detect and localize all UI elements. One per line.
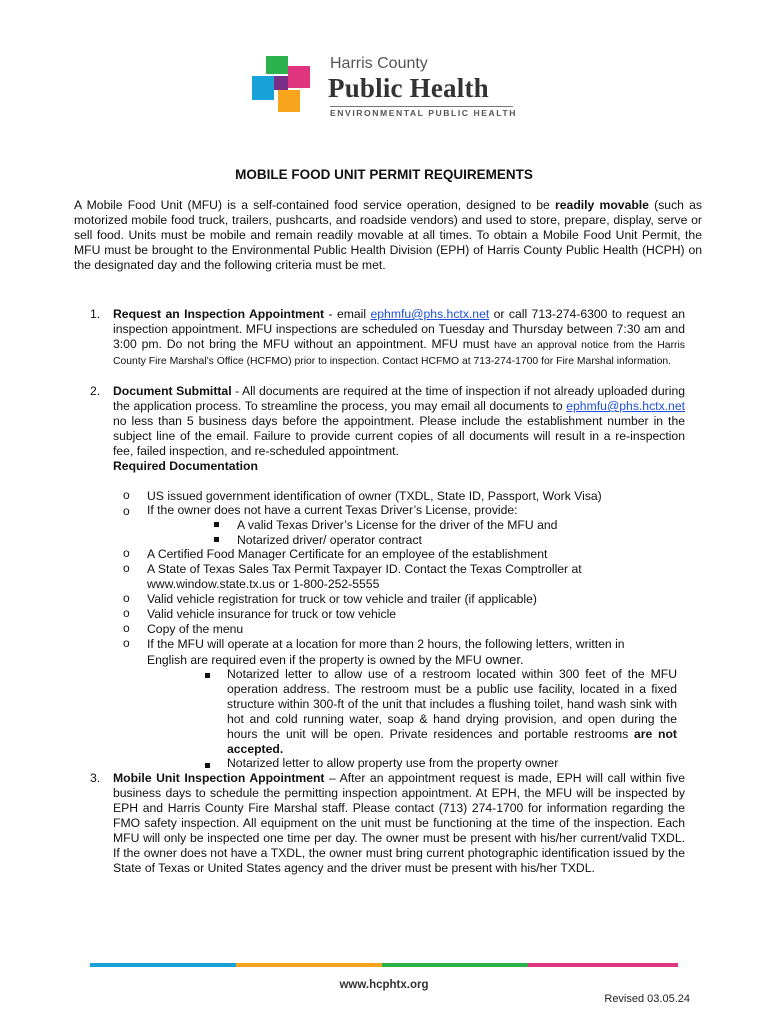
list-item: A Certified Food Manager Certificate for an employee of the establishment [147,547,548,561]
revision-date: Revised 03.05.24 [604,993,690,1005]
restroom-letter-bold: are not accepted. [227,727,677,756]
org-name: Public Health [328,73,489,103]
org-divider [330,106,513,107]
list-item: If the MFU will operate at a location for more than 2 hours, the following letters, written in [147,637,625,651]
list-item-continued-end: owner. [481,652,524,667]
email-link[interactable]: ephmfu@phs.hctx.net [370,307,490,321]
list-bullet: o [123,621,130,635]
list-item: Valid vehicle registration for truck or tow vehicle and trailer (if applicable) [147,592,537,606]
list-item-continued: www.window.state.tx.us or 1-800-252-5555 [147,577,380,591]
footer-bar-orange [236,963,382,967]
square-bullet [205,673,210,678]
email-link[interactable]: ephmfu@phs.hctx.net [566,399,685,413]
square-bullet [214,537,219,542]
square-bullet [214,522,219,527]
footer-bar-green [382,963,528,967]
section-3-heading: Mobile Unit Inspection Appointment [113,771,325,785]
section-1-small-text: have an approval notice from the Harris County Fire Marshal’s Office (HCFMO) prior to inspection. Contact HCFMO at 713-274-1700 for Fire Marshal information. [113,340,686,367]
section-1-text-b: or call 713-274-6300 to request an inspection appointment. MFU inspections are scheduled on Tuesday and Thursday between 7:30 am and 3:00 pm. Do not bring the MFU without an appointment. MFU must [113,307,685,351]
list-bullet: o [123,504,130,518]
hcph-logo [252,52,532,118]
section-3-text: – After an appointment request is made, EPH will call within five business days to schedule the permitting inspection appointment. At EPH, the MFU will be inspected by EPH and Harris County Fire Marshal staff. Please contact (713) 274-1700 for information regarding the FMO safety inspection. All equipment on the unit must be functioning at the time of the inspection. Each MFU will only be inspected one time per day. The owner must be present with his/her current/valid TXDL. If the owner does not have a TXDL, the owner must bring current photographic identification issued by the State of Texas or United States agency and the driver must be present with his/her TXDL. [113,771,685,875]
list-subitem: Notarized letter to allow property use from the property owner [227,756,559,770]
list-subitem: A valid Texas Driver’s License for the driver of the MFU and [237,518,558,532]
list-item: If the owner does not have a current Texas Driver’s License, provide: [147,503,518,517]
section-2-number: 2. [90,384,101,398]
list-item-continued [147,652,524,668]
list-bullet: o [123,561,130,575]
section-1-heading: Request an Inspection Appointment [113,307,325,321]
section-3-number: 3. [90,771,101,785]
org-county: Harris County [330,55,428,72]
list-item: Copy of the menu [147,622,244,636]
section-1-text-a: - email [324,307,371,321]
list-bullet: o [123,636,130,650]
restroom-letter-item [227,667,677,757]
intro-text-b: (such as motorized mobile food truck, trailers, pushcarts, and roadside vendors) and used to store, prepare, display, serve or sell food. Units must be mobile and remain readily movable at all times. To obtain a Mobile Food Unit Permit, the MFU must be brought to the Environmental Public Health Division (EPH) of Harris County Public Health (HCPH) on the designated day and the following criteria must be met. [74,198,702,272]
list-bullet: o [123,591,130,605]
section-1-body [113,307,685,369]
list-item: A State of Texas Sales Tax Permit Taxpayer ID. Contact the Texas Comptroller at [147,562,582,576]
required-docs-heading: Required Documentation [113,459,258,473]
footer-bar-blue [90,963,236,967]
section-2-text-a: - All documents are required at the time of inspection if not already uploaded during the application process. To streamline the process, you may email all documents to [113,384,686,413]
section-2-body [113,384,685,474]
intro-paragraph [74,198,702,273]
square-bullet [205,763,210,768]
intro-text-a: A Mobile Food Unit (MFU) is a self-contained food service operation, designed to be [74,198,556,212]
page-title: MOBILE FOOD UNIT PERMIT REQUIREMENTS [235,167,533,182]
section-2-heading: Document Submittal [113,384,232,398]
list-item-continued-text: English are required even if the property is owned by the MFU [147,653,482,667]
section-2-text-b: no less than 5 business days before the appointment. Please include the establishment number in the subject line of the email. Failure to provide current copies of all documents will result in a re-inspection fee, failed inspection, and re-scheduled appointment. [113,414,685,458]
list-bullet: o [123,546,130,560]
section-1-number: 1. [90,307,101,321]
list-subitem: Notarized driver/ operator contract [237,533,422,547]
section-3-body [113,771,685,876]
list-item: Valid vehicle insurance for truck or tow vehicle [147,607,397,621]
list-item: US issued government identification of owner (TXDL, State ID, Passport, Work Visa) [147,489,602,503]
footer-bar-pink [528,963,678,967]
restroom-letter-text: Notarized letter to allow use of a restroom located within 300 feet of the MFU operation address. The restroom must be a public use facility, located in a fixed structure within 300-ft of the unit that includes a flushing toilet, hand wash sink with hot and cold running water, soap & hand drying provision, and open during the hours the unit will be open. Private residences and portable restrooms [227,667,677,741]
org-division: ENVIRONMENTAL PUBLIC HEALTH [330,108,517,118]
logo-mark-icon [252,52,324,118]
list-bullet: o [123,606,130,620]
list-bullet: o [123,488,130,502]
intro-bold: readily movable [555,198,649,212]
website-link[interactable]: www.hcphtx.org [339,979,429,991]
